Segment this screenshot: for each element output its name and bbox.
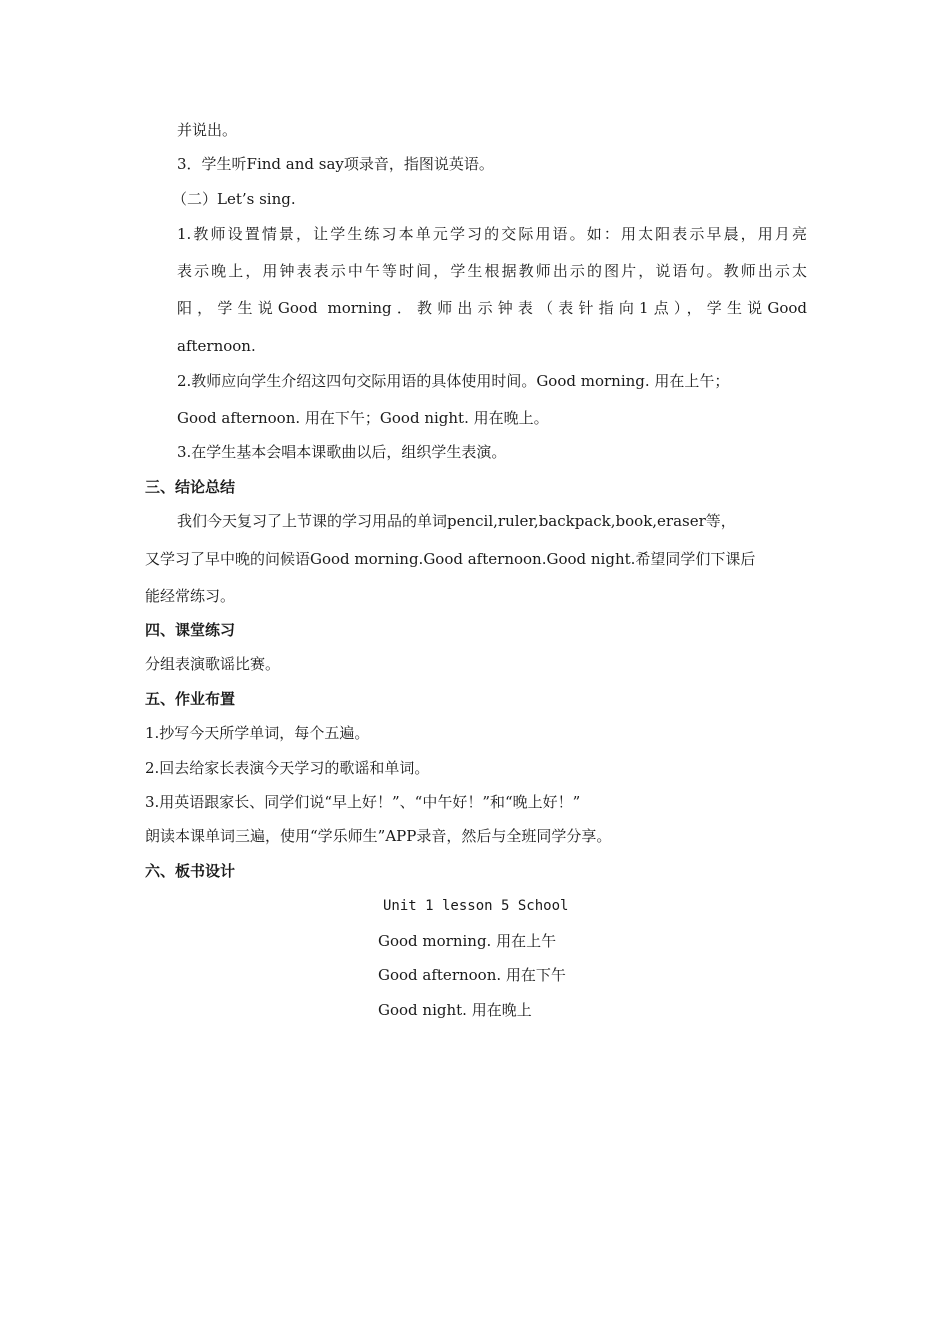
section-5-heading: 五、作业布置 bbox=[145, 690, 236, 708]
sing-item-1-line-2: 表示晚上，用钟表表示中午等时间，学生根据教师出示的图片，说语句。教师出示太 bbox=[177, 262, 807, 280]
sing-item-2-line-1: 2.教师应向学生介绍这四句交际用语的具体使用时间。Good morning. 用在上午； bbox=[177, 372, 730, 390]
paragraph-continuation: 并说出。 bbox=[177, 121, 238, 139]
section-6-heading: 六、板书设计 bbox=[145, 862, 236, 880]
board-line-afternoon: Good afternoon. 用在下午 bbox=[378, 966, 566, 984]
sing-item-1-line-1: 1.教师设置情景，让学生练习本单元学习的交际用语。如：用太阳表示早晨，用月亮 bbox=[177, 225, 807, 243]
sing-item-2-line-2: Good afternoon. 用在下午；Good night. 用在晚上。 bbox=[177, 409, 549, 427]
step-3-text: 3．学生听Find and say项录音，指图说英语。 bbox=[177, 155, 494, 173]
sing-item-1-line-4: afternoon. bbox=[177, 337, 256, 355]
board-title: Unit 1 lesson 5 School bbox=[383, 898, 569, 914]
lets-sing-subheading: （二）Let’s sing. bbox=[172, 190, 296, 208]
homework-item-1: 1.抄写今天所学单词，每个五遍。 bbox=[145, 724, 370, 742]
section-4-heading: 四、课堂练习 bbox=[145, 621, 236, 639]
summary-line-1: 我们今天复习了上节课的学习用品的单词pencil,ruler,backpack,book,eraser等， bbox=[177, 512, 736, 530]
homework-item-4: 朗读本课单词三遍，使用“学乐师生”APP录音，然后与全班同学分享。 bbox=[145, 827, 612, 845]
sing-item-3: 3.在学生基本会唱本课歌曲以后，组织学生表演。 bbox=[177, 443, 507, 461]
homework-item-3: 3.用英语跟家长、同学们说“早上好！”、“中午好！”和“晚上好！” bbox=[145, 793, 581, 811]
practice-text: 分组表演歌谣比赛。 bbox=[145, 655, 281, 673]
summary-line-2: 又学习了早中晚的问候语Good morning.Good afternoon.Good night.希望同学们下课后 bbox=[145, 550, 756, 568]
sing-item-1-line-3: 阳，学生说Good morning．教师出示钟表（表针指向1点），学生说Good bbox=[177, 299, 807, 317]
section-3-heading: 三、结论总结 bbox=[145, 478, 236, 496]
board-line-night: Good night. 用在晚上 bbox=[378, 1001, 532, 1019]
board-line-morning: Good morning. 用在上午 bbox=[378, 932, 557, 950]
homework-item-2: 2.回去给家长表演今天学习的歌谣和单词。 bbox=[145, 759, 430, 777]
summary-line-3: 能经常练习。 bbox=[145, 587, 236, 605]
